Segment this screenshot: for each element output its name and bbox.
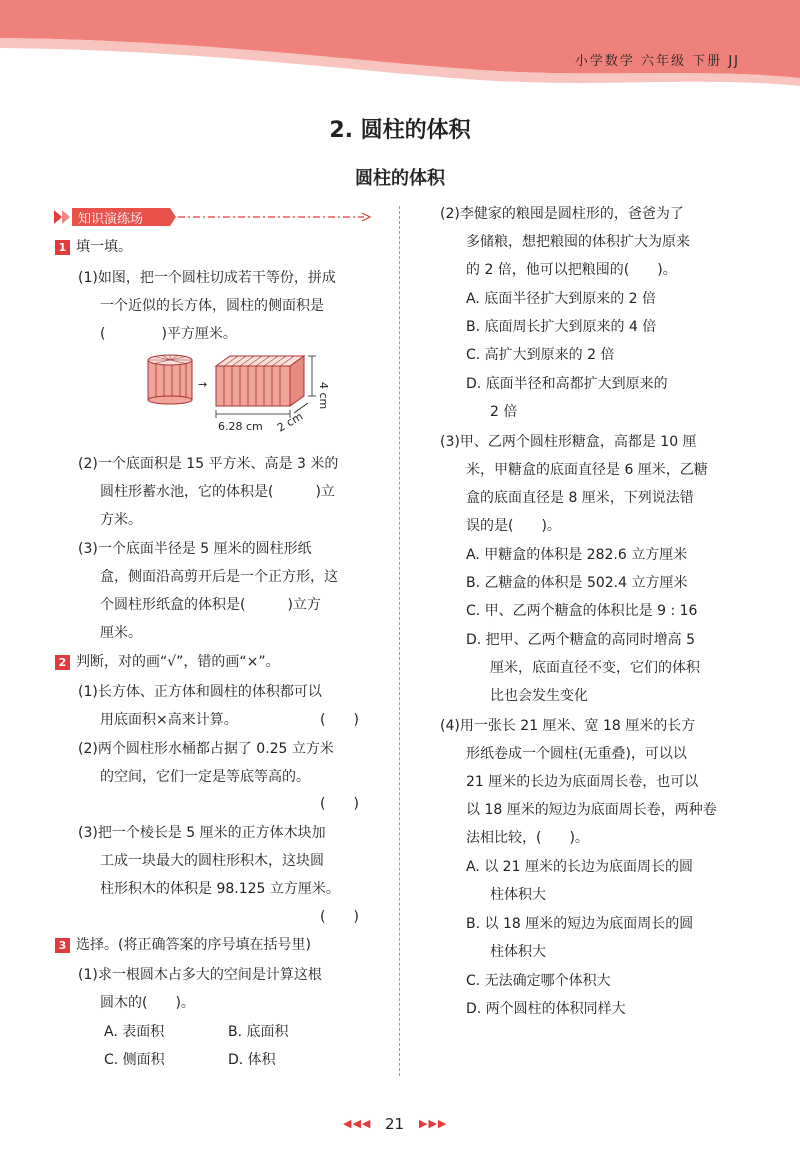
q1-1-line3: ( )平方厘米。 — [100, 326, 237, 342]
q3-4-line2: 形纸卷成一个圆柱(无重叠)，可以以 — [466, 746, 687, 762]
q2-2-line1: (2)两个圆柱形水桶都占据了 0.25 立方米 — [78, 741, 334, 757]
q3-1-line1: (1)求一根圆木占多大的空间是计算这根 — [78, 967, 322, 983]
q1-1-line1: (1)如图，把一个圆柱切成若干等份，拼成 — [78, 270, 336, 286]
page-title: 2. 圆柱的体积 — [329, 118, 471, 143]
q3-1-option-d[interactable]: D. 体积 — [228, 1052, 276, 1068]
q3-1-line2: 圆木的( )。 — [100, 995, 195, 1011]
q2-1-line2: 用底面积×高来计算。 — [100, 712, 238, 728]
q3-3-option-d[interactable]: D. 把甲、乙两个糖盒的高同时增高 5 — [466, 632, 696, 648]
q2-3-answer-paren[interactable]: ( ) — [320, 909, 359, 925]
height-label: 4 cm — [317, 382, 330, 410]
q3-2-line1: (2)李健家的粮囤是圆柱形的，爸爸为了 — [440, 206, 684, 222]
header-band — [0, 0, 800, 90]
q3-heading: 选择。(将正确答案的序号填在括号里) — [76, 937, 311, 953]
section-title: 圆柱的体积 — [355, 168, 445, 189]
question-number-3: 3 — [55, 938, 70, 953]
question-number-2: 2 — [55, 655, 70, 670]
q3-1-option-c[interactable]: C. 侧面积 — [104, 1052, 165, 1068]
cylinder-drawing — [148, 355, 192, 404]
page-arrows-right-icon: ▶▶▶ — [419, 1117, 448, 1130]
banner-label: 知识演练场 — [78, 212, 144, 227]
book-info: 小学数学 六年级 下册 JJ — [574, 54, 740, 69]
q2-2-answer-paren[interactable]: ( ) — [320, 796, 359, 812]
q1-2-line3: 方米。 — [100, 512, 142, 528]
q3-3-option-d-cont1: 厘米，底面直径不变，它们的体积 — [490, 660, 700, 676]
q3-3-line3: 盒的底面直径是 8 厘米，下列说法错 — [466, 490, 694, 506]
q3-2-option-a[interactable]: A. 底面半径扩大到原来的 2 倍 — [466, 291, 657, 307]
q3-2-option-c[interactable]: C. 高扩大到原来的 2 倍 — [466, 347, 615, 363]
cuboid-drawing — [216, 356, 316, 418]
q3-2-option-d[interactable]: D. 底面半径和高都扩大到原来的 — [466, 376, 668, 392]
q3-4-option-b-cont: 柱体积大 — [490, 944, 546, 960]
q3-4-option-a[interactable]: A. 以 21 厘米的长边为底面周长的圆 — [466, 859, 693, 875]
q3-4-line1: (4)用一张长 21 厘米、宽 18 厘米的长方 — [440, 718, 696, 734]
q1-3-line3: 个圆柱形纸盒的体积是( )立方 — [100, 597, 321, 613]
length-label: 6.28 cm — [218, 420, 263, 433]
q1-3-line1: (3)一个底面半径是 5 厘米的圆柱形纸 — [78, 541, 312, 557]
q3-4-option-d[interactable]: D. 两个圆柱的体积同样大 — [466, 1001, 626, 1017]
q3-4-option-c[interactable]: C. 无法确定哪个体积大 — [466, 973, 611, 989]
q2-1-line1: (1)长方体、正方体和圆柱的体积都可以 — [78, 684, 322, 700]
q3-4-line3: 21 厘米的长边为底面周长卷，也可以 — [466, 774, 699, 790]
q3-2-option-b[interactable]: B. 底面周长扩大到原来的 4 倍 — [466, 319, 657, 335]
question-number-1: 1 — [55, 240, 70, 255]
page-arrows-left-icon: ◀◀◀ — [343, 1117, 372, 1130]
q3-3-line1: (3)甲、乙两个圆柱形糖盒，高都是 10 厘 — [440, 434, 697, 450]
cylinder-to-cuboid-figure — [140, 352, 340, 436]
q3-2-line3: 的 2 倍，他可以把粮囤的( )。 — [466, 262, 677, 278]
q1-3-line4: 厘米。 — [100, 625, 142, 641]
q3-4-option-a-cont: 柱体积大 — [490, 887, 546, 903]
q1-3-line2: 盒，侧面沿高剪开后是一个正方形，这 — [100, 569, 338, 585]
q2-2-line2: 的空间，它们一定是等底等高的。 — [100, 769, 310, 785]
q1-2-line1: (2)一个底面积是 15 平方米、高是 3 米的 — [78, 456, 339, 472]
q1-1-line2: 一个近似的长方体，圆柱的侧面积是 — [100, 298, 324, 314]
transform-arrow: → — [198, 378, 208, 391]
q3-3-line4: 误的是( )。 — [466, 518, 561, 534]
q3-4-option-b[interactable]: B. 以 18 厘米的短边为底面周长的圆 — [466, 916, 694, 932]
q3-2-option-d-cont: 2 倍 — [490, 404, 518, 420]
q2-1-answer-paren[interactable]: ( ) — [320, 712, 359, 728]
q2-3-line3: 柱形积木的体积是 98.125 立方厘米。 — [100, 881, 340, 897]
q2-3-line2: 工成一块最大的圆柱形积木，这块圆 — [100, 853, 324, 869]
page-number: 21 — [385, 1115, 405, 1133]
q3-3-option-d-cont2: 比也会发生变化 — [490, 688, 588, 704]
q2-heading: 判断，对的画“√”，错的画“×”。 — [76, 654, 280, 670]
q1-heading: 填一填。 — [76, 239, 132, 255]
width-label: 2 cm — [275, 409, 306, 435]
q3-3-option-c[interactable]: C. 甲、乙两个糖盒的体积比是 9 : 16 — [466, 603, 698, 619]
q3-3-option-b[interactable]: B. 乙糖盒的体积是 502.4 立方厘米 — [466, 575, 688, 591]
q2-3-line1: (3)把一个棱长是 5 厘米的正方体木块加 — [78, 825, 326, 841]
q3-3-line2: 米，甲糖盒的底面直径是 6 厘米，乙糖 — [466, 462, 708, 478]
q3-3-option-a[interactable]: A. 甲糖盒的体积是 282.6 立方厘米 — [466, 547, 688, 563]
q3-1-option-a[interactable]: A. 表面积 — [104, 1024, 165, 1040]
q3-4-line5: 法相比较，( )。 — [466, 830, 589, 846]
q3-2-line2: 多储粮，想把粮囤的体积扩大为原来 — [466, 234, 690, 250]
q1-2-line2: 圆柱形蓄水池，它的体积是( )立 — [100, 484, 335, 500]
q3-1-option-b[interactable]: B. 底面积 — [228, 1024, 289, 1040]
column-divider — [399, 206, 400, 1076]
q3-4-line4: 以 18 厘米的短边为底面周长卷，两种卷 — [466, 802, 717, 818]
